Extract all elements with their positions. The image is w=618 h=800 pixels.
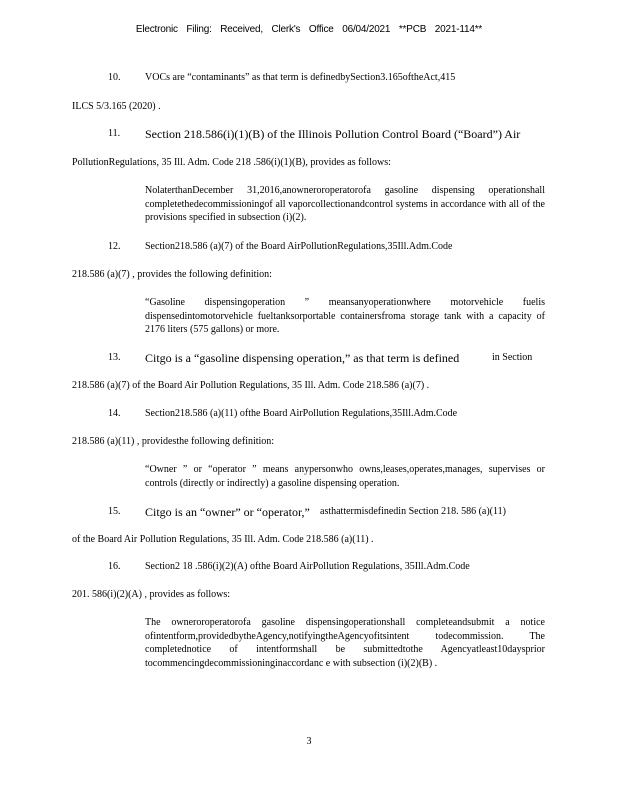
paragraph-11-number: 11. <box>108 128 121 139</box>
paragraph-13-line-1b: in Section <box>492 352 533 363</box>
paragraph-15-line-1a: Citgo is an “owner” or “operator,” <box>145 505 310 519</box>
paragraph-12-quote: “Gasoline dispensingoperation ” meansanyoperationwhere motorvehicle fuelis dispensedintomotorvehicle fueltanksorportable containersfroma storage tank with a capacity of 2176 liters (575 gallons) or more. <box>145 297 545 335</box>
paragraph-15-line-1b: asthattermisdefinedin Section 218. 586 (a)(11) <box>320 506 506 517</box>
paragraph-11-quote: NolaterthanDecember 31,2016,anowneroroperatorofa gasoline dispensing operationshall completethedecommissioningof all vaporcollectionandcontrol systems in accordance with all of the provisions specified in subsection (i)(2). <box>145 185 545 223</box>
paragraph-12-number: 12. <box>108 241 121 252</box>
filing-header: Electronic Filing: Received, Clerk's Office 06/04/2021 **PCB 2021-114** <box>135 24 483 35</box>
paragraph-14-line-1: Section218.586 (a)(11) ofthe Board AirPollution Regulations,35Ill.Adm.Code <box>145 408 458 419</box>
paragraph-16-quote: The owneroroperatorofa gasoline dispensingoperationshall completeandsubmit a notice ofintentform,providedbytheAgency,notifyingtheAgencyofitsintent todecommission. The completednotice of intentformshall be submittedtothe Agencyatleast10daysprior tocommencingdecommissioninginaccordanc e with subsection (i)(2)(B) . <box>145 617 545 669</box>
paragraph-14-quote: “Owner ” or “operator ” means anypersonwho owns,leases,operates,manages, supervises or controls (directly or indirectly) a gasoline dispensing operation. <box>145 464 545 489</box>
paragraph-11-line-2: PollutionRegulations, 35 Ill. Adm. Code 218 .586(i)(1)(B), provides as follows: <box>72 157 391 168</box>
page-number: 3 <box>306 736 312 747</box>
paragraph-16-line-1: Section2 18 .586(i)(2)(A) ofthe Board AirPollution Regulations, 35Ill.Adm.Code <box>145 561 470 572</box>
paragraph-16-line-2: 201. 586(i)(2)(A) , provides as follows: <box>72 589 231 600</box>
paragraph-14-line-2: 218.586 (a)(11) , providesthe following definition: <box>72 436 275 447</box>
paragraph-10-line-2: ILCS 5/3.165 (2020) . <box>72 101 161 112</box>
paragraph-10-number: 10. <box>108 72 121 83</box>
paragraph-12-line-2: 218.586 (a)(7) , provides the following definition: <box>72 269 272 280</box>
paragraph-11-line-1: Section 218.586(i)(1)(B) of the Illinois Pollution Control Board (“Board”) Air <box>145 127 521 141</box>
paragraph-13-number: 13. <box>108 352 121 363</box>
paragraph-13-line-2: 218.586 (a)(7) of the Board Air Pollution Regulations, 35 Ill. Adm. Code 218.586 (a)(7) . <box>72 380 430 391</box>
paragraph-10-line-1: VOCs are “contaminants” as that term is definedbySection3.165oftheAct,415 <box>145 72 456 83</box>
paragraph-14-number: 14. <box>108 408 121 419</box>
paragraph-15-line-2: of the Board Air Pollution Regulations, 35 Ill. Adm. Code 218.586 (a)(11) . <box>72 534 374 545</box>
paragraph-12-line-1: Section218.586 (a)(7) of the Board AirPollutionRegulations,35Ill.Adm.Code <box>145 241 453 252</box>
paragraph-13-line-1a: Citgo is a “gasoline dispensing operation,” as that term is defined <box>145 351 460 365</box>
paragraph-15-number: 15. <box>108 506 121 517</box>
paragraph-16-number: 16. <box>108 561 121 572</box>
